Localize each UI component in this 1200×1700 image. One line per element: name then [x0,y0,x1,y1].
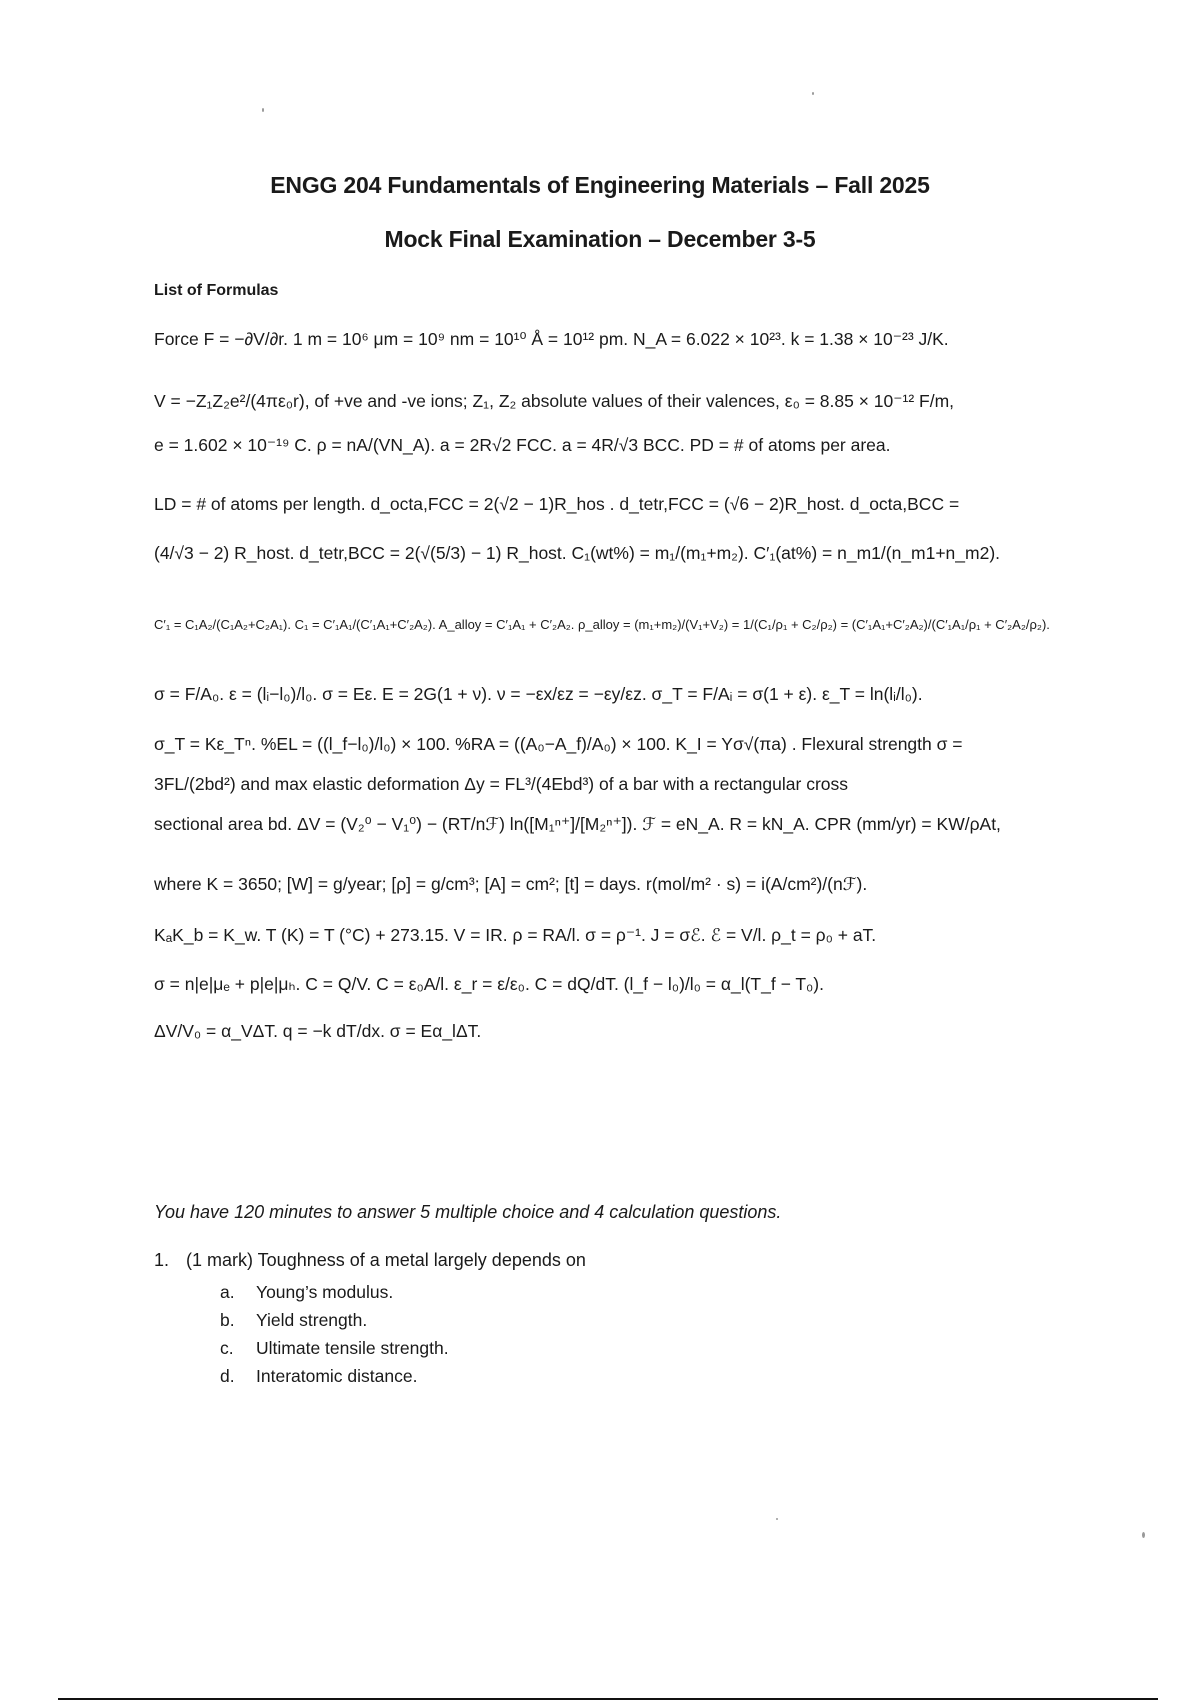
option-letter: d. [220,1366,235,1386]
option-letter: a. [220,1282,235,1302]
formula-line: ΔV/V₀ = α_VΔT. q = −k dT/dx. σ = Eα_lΔT. [154,1021,482,1041]
question-1 [154,1250,586,1271]
scan-speck [812,92,814,95]
formula-line: V = −Z₁Z₂e²/(4πε₀r), of +ve and -ve ions; Z₁, Z₂ absolute values of their valences, ε₀ = 8.85 × 10⁻¹² F/m, [154,391,955,411]
formula-line: σ = n|e|μₑ + p|e|μₕ. C = Q/V. C = ε₀A/l. ε_r = ε/ε₀. C = dQ/dT. (l_f − l₀)/l₀ = α_l(T_f − T₀). [154,974,824,994]
exam-subtitle: Mock Final Examination – December 3-5 [384,226,816,252]
exam-instructions: You have 120 minutes to answer 5 multiple choice and 4 calculation questions. [154,1202,782,1222]
option-text: Yield strength. [256,1310,368,1330]
formula-line: sectional area bd. ΔV = (V₂⁰ − V₁⁰) − (RT/nℱ) ln([M₁ⁿ⁺]/[M₂ⁿ⁺]). ℱ = eN_A. R = kN_A. CPR (mm/yr) = KW/ρAt, [154,814,1001,834]
option-letter: b. [220,1310,235,1330]
formulas-heading: List of Formulas [154,282,279,299]
scan-speck [1142,1532,1145,1538]
option-text: Ultimate tensile strength. [256,1338,449,1358]
question-text: (1 mark) Toughness of a metal largely depends on [186,1250,586,1270]
question-number: 1. [154,1250,170,1270]
formula-line: (4/√3 − 2) R_host. d_tetr,BCC = 2(√(5/3) − 1) R_host. C₁(wt%) = m₁/(m₁+m₂). C′₁(at%) = n_m1/(n_m1+n_m2). [154,543,1001,563]
option-letter: c. [220,1338,234,1358]
option-a[interactable] [220,1278,449,1306]
scan-speck [262,108,264,112]
formula-line: σ_T = Kε_Tⁿ. %EL = ((l_f−l₀)/l₀) × 100. %RA = ((A₀−A_f)/A₀) × 100. K_I = Yσ√(πa) . Flexural strength σ = [154,734,963,754]
option-c[interactable] [220,1334,449,1362]
formula-line: KₐK_b = K_w. T (K) = T (°C) + 273.15. V = IR. ρ = RA/l. σ = ρ⁻¹. J = σℰ. ℰ = V/l. ρ_t = ρ₀ + aT. [154,925,877,945]
option-text: Young’s modulus. [256,1282,394,1302]
scan-speck [776,1518,778,1520]
option-b[interactable] [220,1306,449,1334]
answer-options [220,1278,449,1390]
exam-title: ENGG 204 Fundamentals of Engineering Materials – Fall 2025 [270,172,930,198]
formula-line: where K = 3650; [W] = g/year; [ρ] = g/cm³; [A] = cm²; [t] = days. r(mol/m² · s) = i(A/cm²)/(nℱ). [154,874,868,894]
formula-line: σ = F/A₀. ε = (lᵢ−l₀)/l₀. σ = Eε. E = 2G(1 + ν). ν = −εx/εz = −εy/εz. σ_T = F/Aᵢ = σ(1 + ε). ε_T = ln(lᵢ/l₀). [154,684,923,704]
formula-line: 3FL/(2bd²) and max elastic deformation Δy = FL³/(4Ebd³) of a bar with a rectangular cross [154,774,849,794]
option-text: Interatomic distance. [256,1366,418,1386]
formula-line: C′₁ = C₁A₂/(C₁A₂+C₂A₁). C₁ = C′₁A₁/(C′₁A₁+C′₂A₂). A_alloy = C′₁A₁ + C′₂A₂. ρ_alloy = (m₁+m₂)/(V₁+V₂) = 1/(C₁/ρ₁ + C₂/ρ₂) = (C′₁A₁+C′₂A₂)/(C′₁A₁/ρ₁ + C′₂A₂/ρ₂). [154,617,1050,632]
formula-line: Force F = −∂V/∂r. 1 m = 10⁶ μm = 10⁹ nm = 10¹⁰ Å = 10¹² pm. N_A = 6.022 × 10²³. k = 1.38 × 10⁻²³ J/K. [154,329,949,349]
formula-line: e = 1.602 × 10⁻¹⁹ C. ρ = nA/(VN_A). a = 2R√2 FCC. a = 4R/√3 BCC. PD = # of atoms per area. [154,435,891,455]
option-d[interactable] [220,1362,449,1390]
formula-line: LD = # of atoms per length. d_octa,FCC = 2(√2 − 1)R_hos . d_tetr,FCC = (√6 − 2)R_host. d_octa,BCC = [154,494,960,514]
